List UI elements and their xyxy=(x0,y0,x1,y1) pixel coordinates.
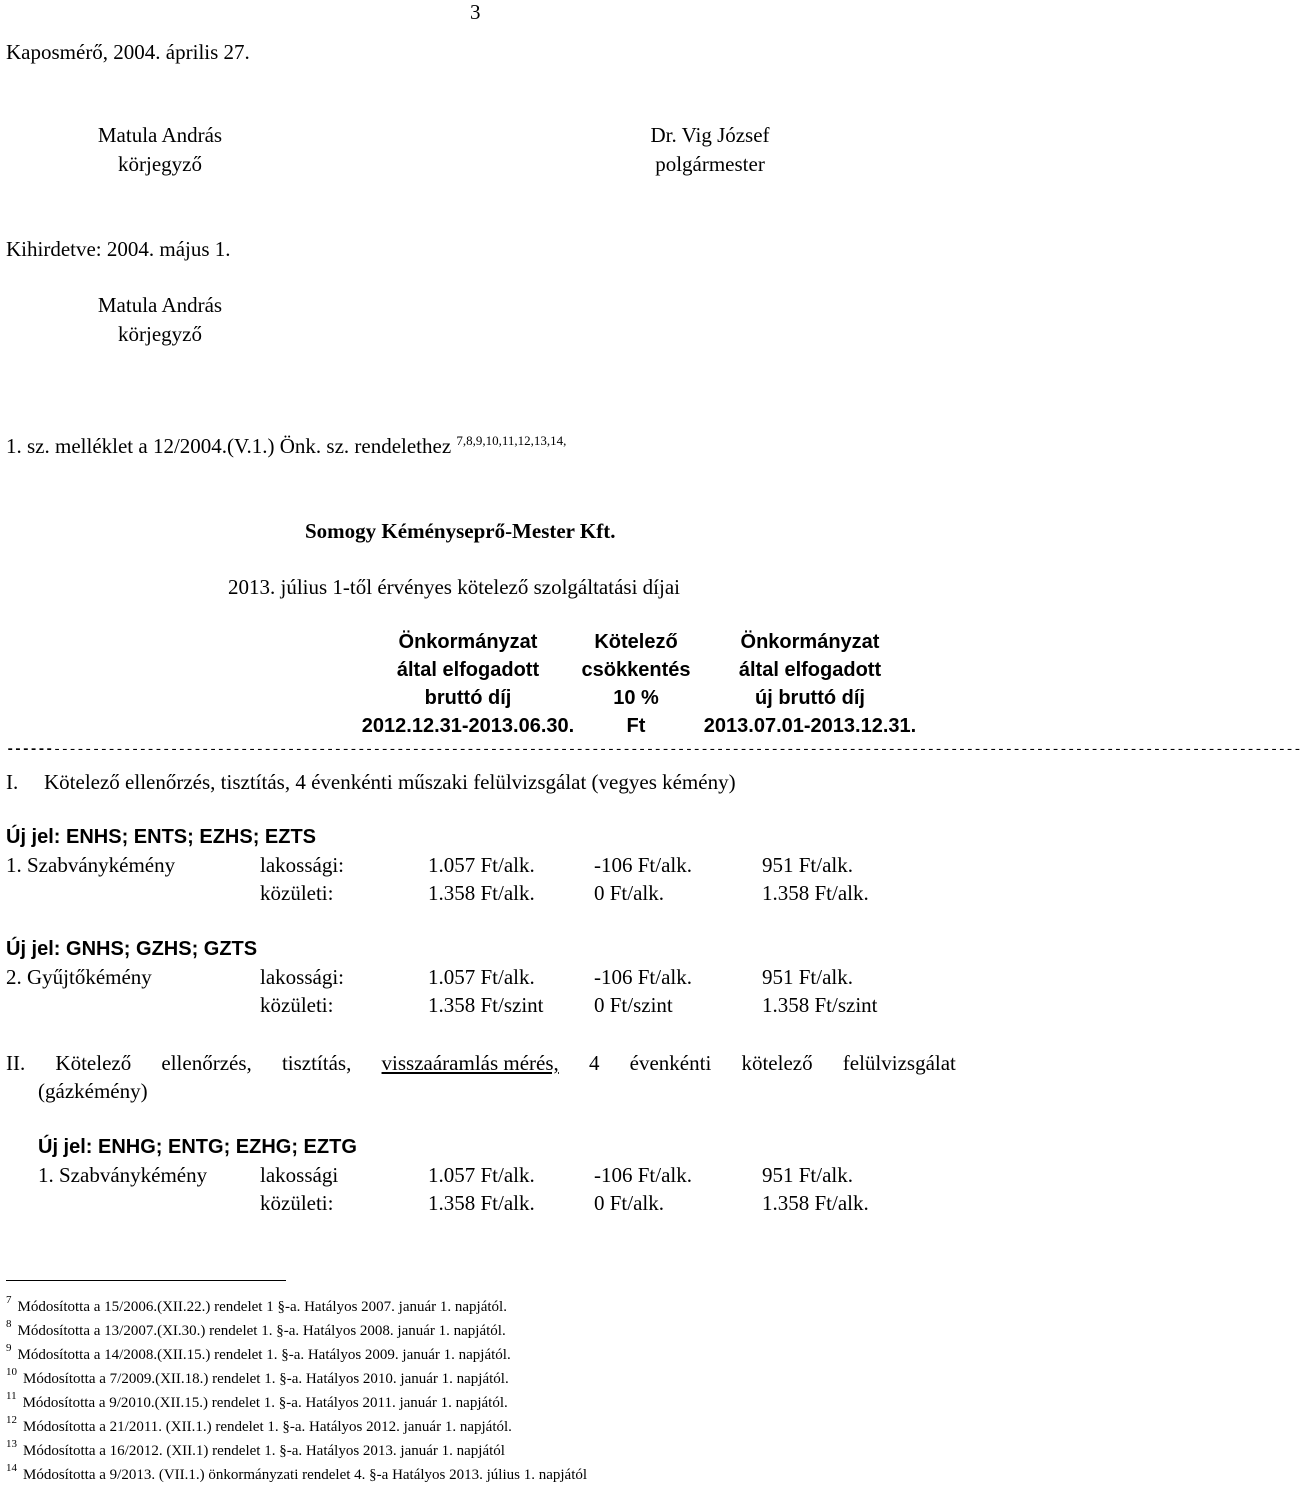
item-name: 1. Szabványkémény xyxy=(38,1163,208,1187)
item-name: 1. Szabványkémény xyxy=(6,853,176,877)
fee-subtitle: 2013. július 1-től érvényes kötelező szolgáltatási díjai xyxy=(228,575,680,599)
publication-signature xyxy=(60,293,260,347)
footnote-text: Módosította a 15/2006.(XII.22.) rendelet 1 §-a. Hatályos 2007. január 1. napjától. xyxy=(17,1299,507,1315)
footnote xyxy=(6,1440,587,1464)
header-line: Önkormányzat xyxy=(398,631,538,653)
footnote-number: 7 xyxy=(6,1294,12,1306)
old-fee: 1.057 Ft/alk. xyxy=(428,965,535,989)
title-underlined: visszaáramlás mérés, xyxy=(381,1051,559,1075)
footnote-text: Módosította a 21/2011. (XII.1.) rendelet 1. §-a. Hatályos 2012. január 1. napjától. xyxy=(23,1419,512,1435)
reduction: 0 Ft/alk. xyxy=(594,881,665,905)
header-line: Ft xyxy=(626,715,646,737)
header-line: 2013.07.01-2013.12.31. xyxy=(703,715,917,737)
footnote xyxy=(6,1392,587,1416)
header-line: által elfogadott xyxy=(738,659,882,681)
signer-name: Dr. Vig József xyxy=(650,123,770,147)
footnote-number: 12 xyxy=(6,1414,17,1426)
title-word: tisztítás, xyxy=(281,1051,352,1075)
signer-name: Matula András xyxy=(97,123,223,147)
footnote xyxy=(6,1368,587,1392)
reduction: 0 Ft/szint xyxy=(594,993,673,1017)
fee-category: lakossági xyxy=(260,1163,339,1187)
new-fee: 951 Ft/alk. xyxy=(762,965,854,989)
old-fee: 1.358 Ft/alk. xyxy=(428,1191,535,1215)
footnote-number: 11 xyxy=(6,1390,17,1402)
signature-left xyxy=(60,123,260,177)
footnote-text: Módosította a 9/2013. (VII.1.) önkormányzati rendelet 4. §-a Hatályos 2013. július 1. napjától xyxy=(23,1467,588,1483)
header-line: 2012.12.31-2013.06.30. xyxy=(361,715,575,737)
new-fee: 1.358 Ft/alk. xyxy=(762,1191,869,1215)
title-word: Kötelező xyxy=(55,1051,132,1075)
title-word: 4 xyxy=(588,1051,600,1075)
publication-label: Kihirdetve: 2004. május 1. xyxy=(6,237,231,261)
section-title-text: Kötelező ellenőrzés, tisztítás, 4 évenkénti műszaki felülvizsgálat (vegyes kémény) xyxy=(44,770,736,794)
new-fee: 951 Ft/alk. xyxy=(762,853,854,877)
footnote xyxy=(6,1296,587,1320)
signer-title: körjegyző xyxy=(118,322,202,346)
old-fee: 1.358 Ft/alk. xyxy=(428,881,535,905)
section-numeral: I. xyxy=(6,770,19,794)
annex-title xyxy=(6,434,566,459)
reduction: -106 Ft/alk. xyxy=(594,1163,692,1187)
new-fee: 1.358 Ft/szint xyxy=(762,993,878,1017)
company-name: Somogy Kéményseprő-Mester Kft. xyxy=(305,519,616,543)
old-fee: 1.358 Ft/szint xyxy=(428,993,544,1017)
header-col-old-fee xyxy=(348,628,588,740)
fee-category: közületi: xyxy=(260,1191,334,1215)
separator-rest: ---------------------------------------------------------------------------------------------------------------------------------------------------------------- xyxy=(52,742,1301,758)
footnote xyxy=(6,1320,587,1344)
footnote-number: 14 xyxy=(6,1462,17,1474)
new-fee: 1.358 Ft/alk. xyxy=(762,881,869,905)
fee-category: lakossági: xyxy=(260,965,344,989)
title-word: évenkénti xyxy=(629,1051,712,1075)
item-name: 2. Gyűjtőkémény xyxy=(6,965,152,989)
footnote xyxy=(6,1464,587,1488)
header-line: bruttó díj xyxy=(424,687,512,709)
header-col-new-fee xyxy=(680,628,940,740)
footnote-text: Módosította a 16/2012. (XII.1) rendelet 1. §-a. Hatályos 2013. január 1. napjától xyxy=(23,1443,505,1459)
footnote-text: Módosította a 13/2007.(XI.30.) rendelet 1. §-a. Hatályos 2008. január 1. napjától. xyxy=(17,1323,506,1339)
section-2-title xyxy=(6,1051,956,1076)
title-word: felülvizsgálat xyxy=(842,1051,956,1075)
signer-title: körjegyző xyxy=(118,152,202,176)
footnote xyxy=(6,1416,587,1440)
section-numeral: II. xyxy=(6,1051,26,1075)
header-line: új bruttó díj xyxy=(755,687,865,709)
signer-name: Matula András xyxy=(97,293,223,317)
footnotes xyxy=(6,1296,587,1488)
group-code: Új jel: ENHS; ENTS; EZHS; EZTS xyxy=(6,826,317,848)
header-line: csökkentés xyxy=(581,659,691,681)
old-fee: 1.057 Ft/alk. xyxy=(428,1163,535,1187)
header-line: Önkormányzat xyxy=(740,631,880,653)
old-fee: 1.057 Ft/alk. xyxy=(428,853,535,877)
footnote-rule xyxy=(6,1280,286,1281)
page-number: 3 xyxy=(470,0,481,24)
signature-right xyxy=(600,123,820,177)
place-date: Kaposmérő, 2004. április 27. xyxy=(6,40,250,64)
section-2-title-line2: (gázkémény) xyxy=(38,1079,148,1103)
section-1-title xyxy=(6,770,736,795)
group-code: Új jel: ENHG; ENTG; EZHG; EZTG xyxy=(38,1136,357,1158)
reduction: -106 Ft/alk. xyxy=(594,965,692,989)
title-word: kötelező xyxy=(741,1051,813,1075)
separator-line xyxy=(6,742,1301,758)
reduction: -106 Ft/alk. xyxy=(594,853,692,877)
fee-category: lakossági: xyxy=(260,853,344,877)
header-line: 10 % xyxy=(613,687,659,709)
footnote-text: Módosította a 9/2010.(XII.15.) rendelet 1. §-a. Hatályos 2011. január 1. napjától. xyxy=(22,1395,508,1411)
title-word: ellenőrzés, xyxy=(161,1051,252,1075)
header-line: által elfogadott xyxy=(396,659,540,681)
annex-footnote-refs: 7,8,9,10,11,12,13,14, xyxy=(456,433,567,448)
footnote-text: Módosította a 7/2009.(XII.18.) rendelet 1. §-a. Hatályos 2010. január 1. napjától. xyxy=(23,1371,509,1387)
footnote-number: 13 xyxy=(6,1438,17,1450)
footnote-number: 10 xyxy=(6,1366,17,1378)
footnote-number: 9 xyxy=(6,1342,12,1354)
footnote xyxy=(6,1344,587,1368)
group-code: Új jel: GNHS; GZHS; GZTS xyxy=(6,938,258,960)
separator-bold: ------ xyxy=(6,742,53,758)
annex-title-text: 1. sz. melléklet a 12/2004.(V.1.) Önk. sz. rendelethez xyxy=(6,434,452,458)
new-fee: 951 Ft/alk. xyxy=(762,1163,854,1187)
reduction: 0 Ft/alk. xyxy=(594,1191,665,1215)
fee-category: közületi: xyxy=(260,881,334,905)
signer-title: polgármester xyxy=(655,152,765,176)
footnote-number: 8 xyxy=(6,1318,12,1330)
header-line: Kötelező xyxy=(594,631,678,653)
footnote-text: Módosította a 14/2008.(XII.15.) rendelet 1. §-a. Hatályos 2009. január 1. napjától. xyxy=(17,1347,511,1363)
fee-category: közületi: xyxy=(260,993,334,1017)
